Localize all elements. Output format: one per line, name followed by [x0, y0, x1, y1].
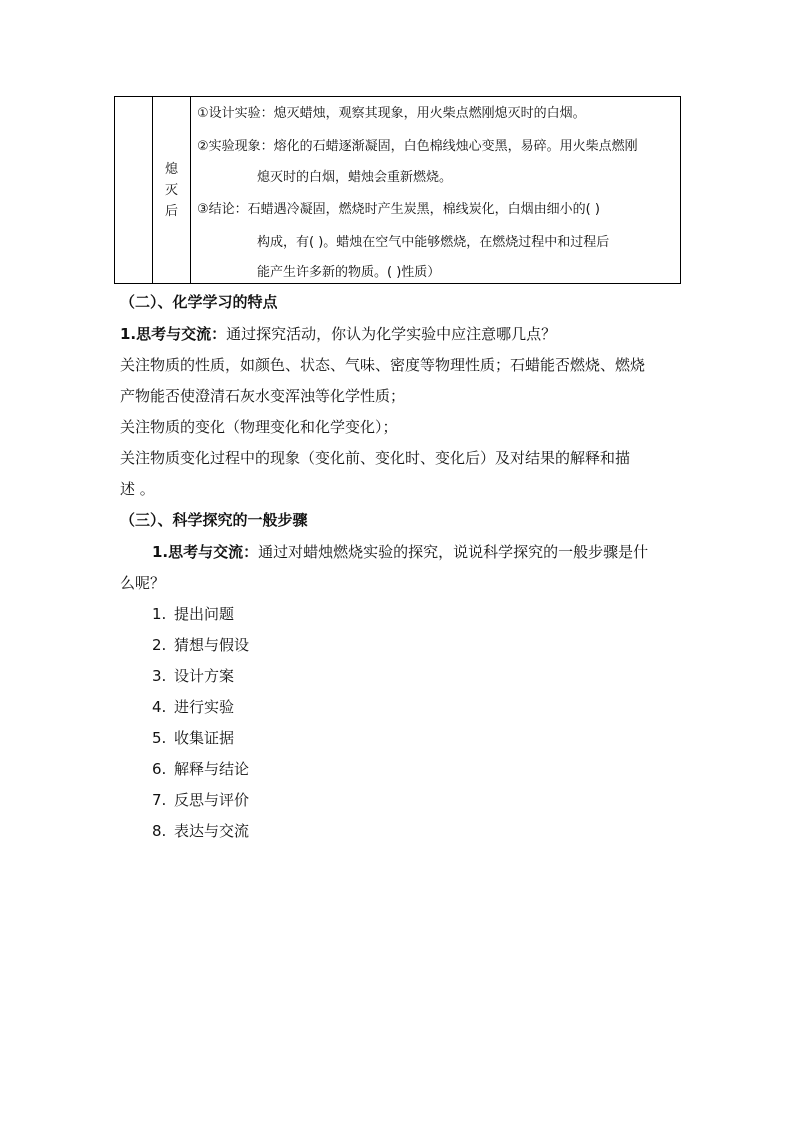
- table-empty-cell: [115, 97, 153, 283]
- question-text: 通过探究活动，你认为化学实验中应注意哪几点？: [226, 325, 557, 343]
- step-number: 3.: [152, 667, 167, 685]
- step-number: 2.: [152, 636, 167, 654]
- step-text: 设计方案: [174, 667, 235, 685]
- step-text: 提出问题: [174, 605, 235, 623]
- paragraph-line: 述 。: [120, 480, 155, 498]
- phenomenon-text-cont: 熄灭时的白烟，蜡烛会重新燃烧。: [257, 170, 453, 185]
- step-text: 猜想与假设: [174, 636, 250, 654]
- step-number: 5.: [152, 729, 167, 747]
- phenomenon-text: ②实验现象：熔化的石蜡逐渐凝固，白色棉线烛心变黑，易碎。用火柴点燃刚: [197, 139, 638, 154]
- step-item: [152, 603, 234, 624]
- question-line-cont: 么呢？: [120, 574, 166, 592]
- step-item: [152, 820, 249, 841]
- step-item: [152, 634, 249, 655]
- stage-char: 熄: [164, 161, 178, 177]
- step-item: [152, 696, 234, 717]
- step-item: [152, 727, 234, 748]
- section-heading: （二）、化学学习的特点: [120, 293, 278, 311]
- conclusion-text: ③结论：石蜡遇冷凝固，燃烧时产生炭黑，棉线炭化，白烟由细小的( ): [197, 202, 600, 217]
- design-text: ①设计实验：熄灭蜡烛，观察其现象，用火柴点燃刚熄灭时的白烟。: [197, 106, 586, 121]
- step-item: [152, 789, 249, 810]
- question-line: [120, 323, 556, 344]
- question-label: 1.思考与交流：: [120, 325, 227, 343]
- step-number: 1.: [152, 605, 167, 623]
- step-number: 7.: [152, 791, 167, 809]
- section-heading: （三）、科学探究的一般步骤: [120, 511, 308, 529]
- paragraph-line: 关注物质的变化（物理变化和化学变化）；: [120, 418, 398, 436]
- step-number: 8.: [152, 822, 167, 840]
- experiment-table: [114, 96, 681, 284]
- conclusion-text-cont: 构成，有( )。蜡烛在空气中能够燃烧，在燃烧过程中和过程后: [257, 235, 610, 250]
- paragraph-line: 产物能否使澄清石灰水变浑浊等化学性质；: [120, 387, 406, 405]
- content-cell: [191, 97, 680, 283]
- stage-char: 灭: [164, 182, 178, 198]
- step-text: 反思与评价: [174, 791, 250, 809]
- question-line: [152, 541, 648, 562]
- step-number: 4.: [152, 698, 167, 716]
- paragraph-line: 关注物质的性质，如颜色、状态、气味、密度等物理性质；石蜡能否燃烧、燃烧: [120, 356, 646, 374]
- step-text: 进行实验: [174, 698, 235, 716]
- step-item: [152, 758, 249, 779]
- conclusion-text-cont: 能产生许多新的物质。( )性质）: [257, 265, 441, 280]
- question-label: 1.思考与交流：: [152, 543, 259, 561]
- stage-char: 后: [164, 203, 178, 219]
- step-text: 解释与结论: [174, 760, 250, 778]
- paragraph-line: 关注物质变化过程中的现象（变化前、变化时、变化后）及对结果的解释和描: [120, 449, 631, 467]
- question-text: 通过对蜡烛燃烧实验的探究，说说科学探究的一般步骤是什: [258, 543, 649, 561]
- step-item: [152, 665, 234, 686]
- step-text: 表达与交流: [174, 822, 250, 840]
- step-number: 6.: [152, 760, 167, 778]
- step-text: 收集证据: [174, 729, 235, 747]
- stage-cell: [153, 97, 191, 283]
